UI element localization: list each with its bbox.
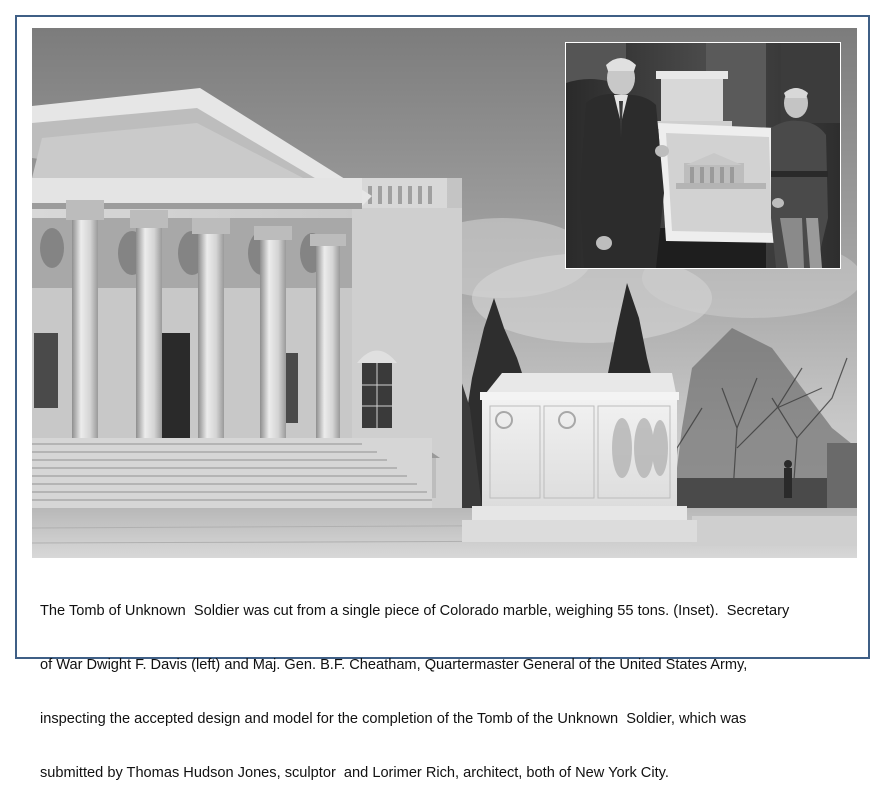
sentry-figure xyxy=(784,460,792,498)
doorway xyxy=(158,333,190,443)
steps xyxy=(32,438,432,518)
inset-photograph xyxy=(566,43,840,268)
caption-line-2: of War Dwight F. Davis (left) and Maj. Gen. B.F. Cheatham, Quartermaster General of the United States Army, xyxy=(40,657,748,673)
photo-caption xyxy=(40,566,850,800)
caption-line-1: The Tomb of Unknown Soldier was cut from a single piece of Colorado marble, weighing 55 tons. (Inset). Secretary xyxy=(40,603,790,619)
tomb-model xyxy=(654,71,732,129)
framed-design-drawing xyxy=(658,123,781,243)
caption-line-3: inspecting the accepted design and model for the completion of the Tomb of the Unknown Soldier, which was xyxy=(40,711,747,727)
caption-line-4: submitted by Thomas Hudson Jones, sculptor and Lorimer Rich, architect, both of New York City. xyxy=(40,765,669,781)
tomb-of-unknown-soldier xyxy=(462,373,697,542)
